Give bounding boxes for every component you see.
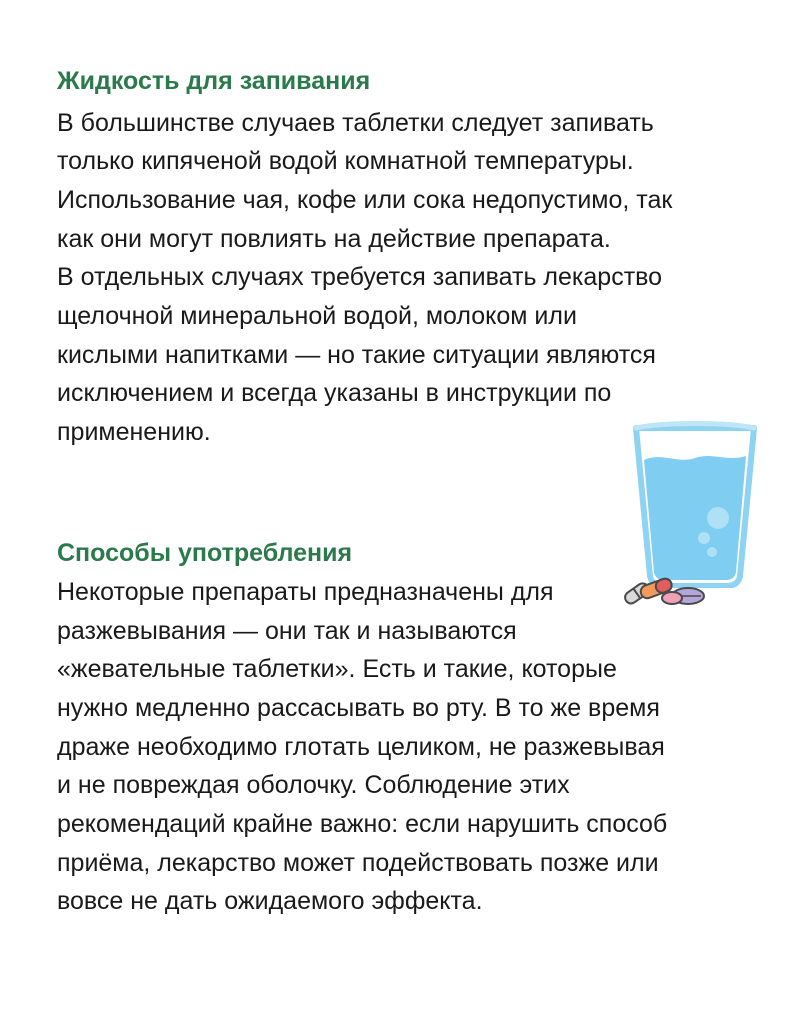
bubble	[707, 507, 729, 529]
paragraph-line: В большинстве случаев таблетки следует запивать	[57, 109, 654, 137]
section-title-liquid: Жидкость для запивания	[57, 67, 371, 95]
paragraph-line: рекомендаций крайне важно: если нарушить способ	[57, 810, 668, 838]
pills-icon	[620, 572, 708, 612]
paragraph-line: В отдельных случаях требуется запивать лекарство	[57, 263, 663, 291]
paragraph-line: приёма, лекарство может подействовать позже или	[57, 849, 659, 877]
paragraph-line: вовсе не дать ожидаемого эффекта.	[57, 887, 483, 915]
bubble	[707, 547, 717, 557]
paragraph-line: как они могут повлиять на действие препарата.	[57, 225, 611, 253]
paragraph-line: щелочной минеральной водой, молоком или	[57, 302, 577, 330]
paragraph-line: только кипяченой водой комнатной температуры.	[57, 147, 634, 175]
water-glass-icon	[632, 418, 758, 588]
water-fill	[644, 456, 746, 580]
paragraph-line: Использование чая, кофе или сока недопустимо, так	[57, 186, 673, 214]
paragraph-line: и не повреждая оболочку. Соблюдение этих	[57, 771, 570, 799]
bubble	[698, 532, 710, 544]
paragraph-line: исключением и всегда указаны в инструкции по	[57, 379, 612, 407]
paragraph-line: применению.	[57, 418, 211, 446]
paragraph-line: разжевывания — они так и называются	[57, 617, 517, 645]
section-title-methods: Способы употребления	[57, 539, 353, 567]
paragraph-line: нужно медленно рассасывать во рту. В то же время	[57, 694, 660, 722]
paragraph-line: драже необходимо глотать целиком, не разжевывая	[57, 733, 665, 761]
paragraph-line: Некоторые препараты предназначены для	[57, 578, 554, 606]
paragraph-line: кислыми напитками — но такие ситуации являются	[57, 341, 656, 369]
paragraph-line: «жевательные таблетки». Есть и такие, которые	[57, 655, 617, 683]
